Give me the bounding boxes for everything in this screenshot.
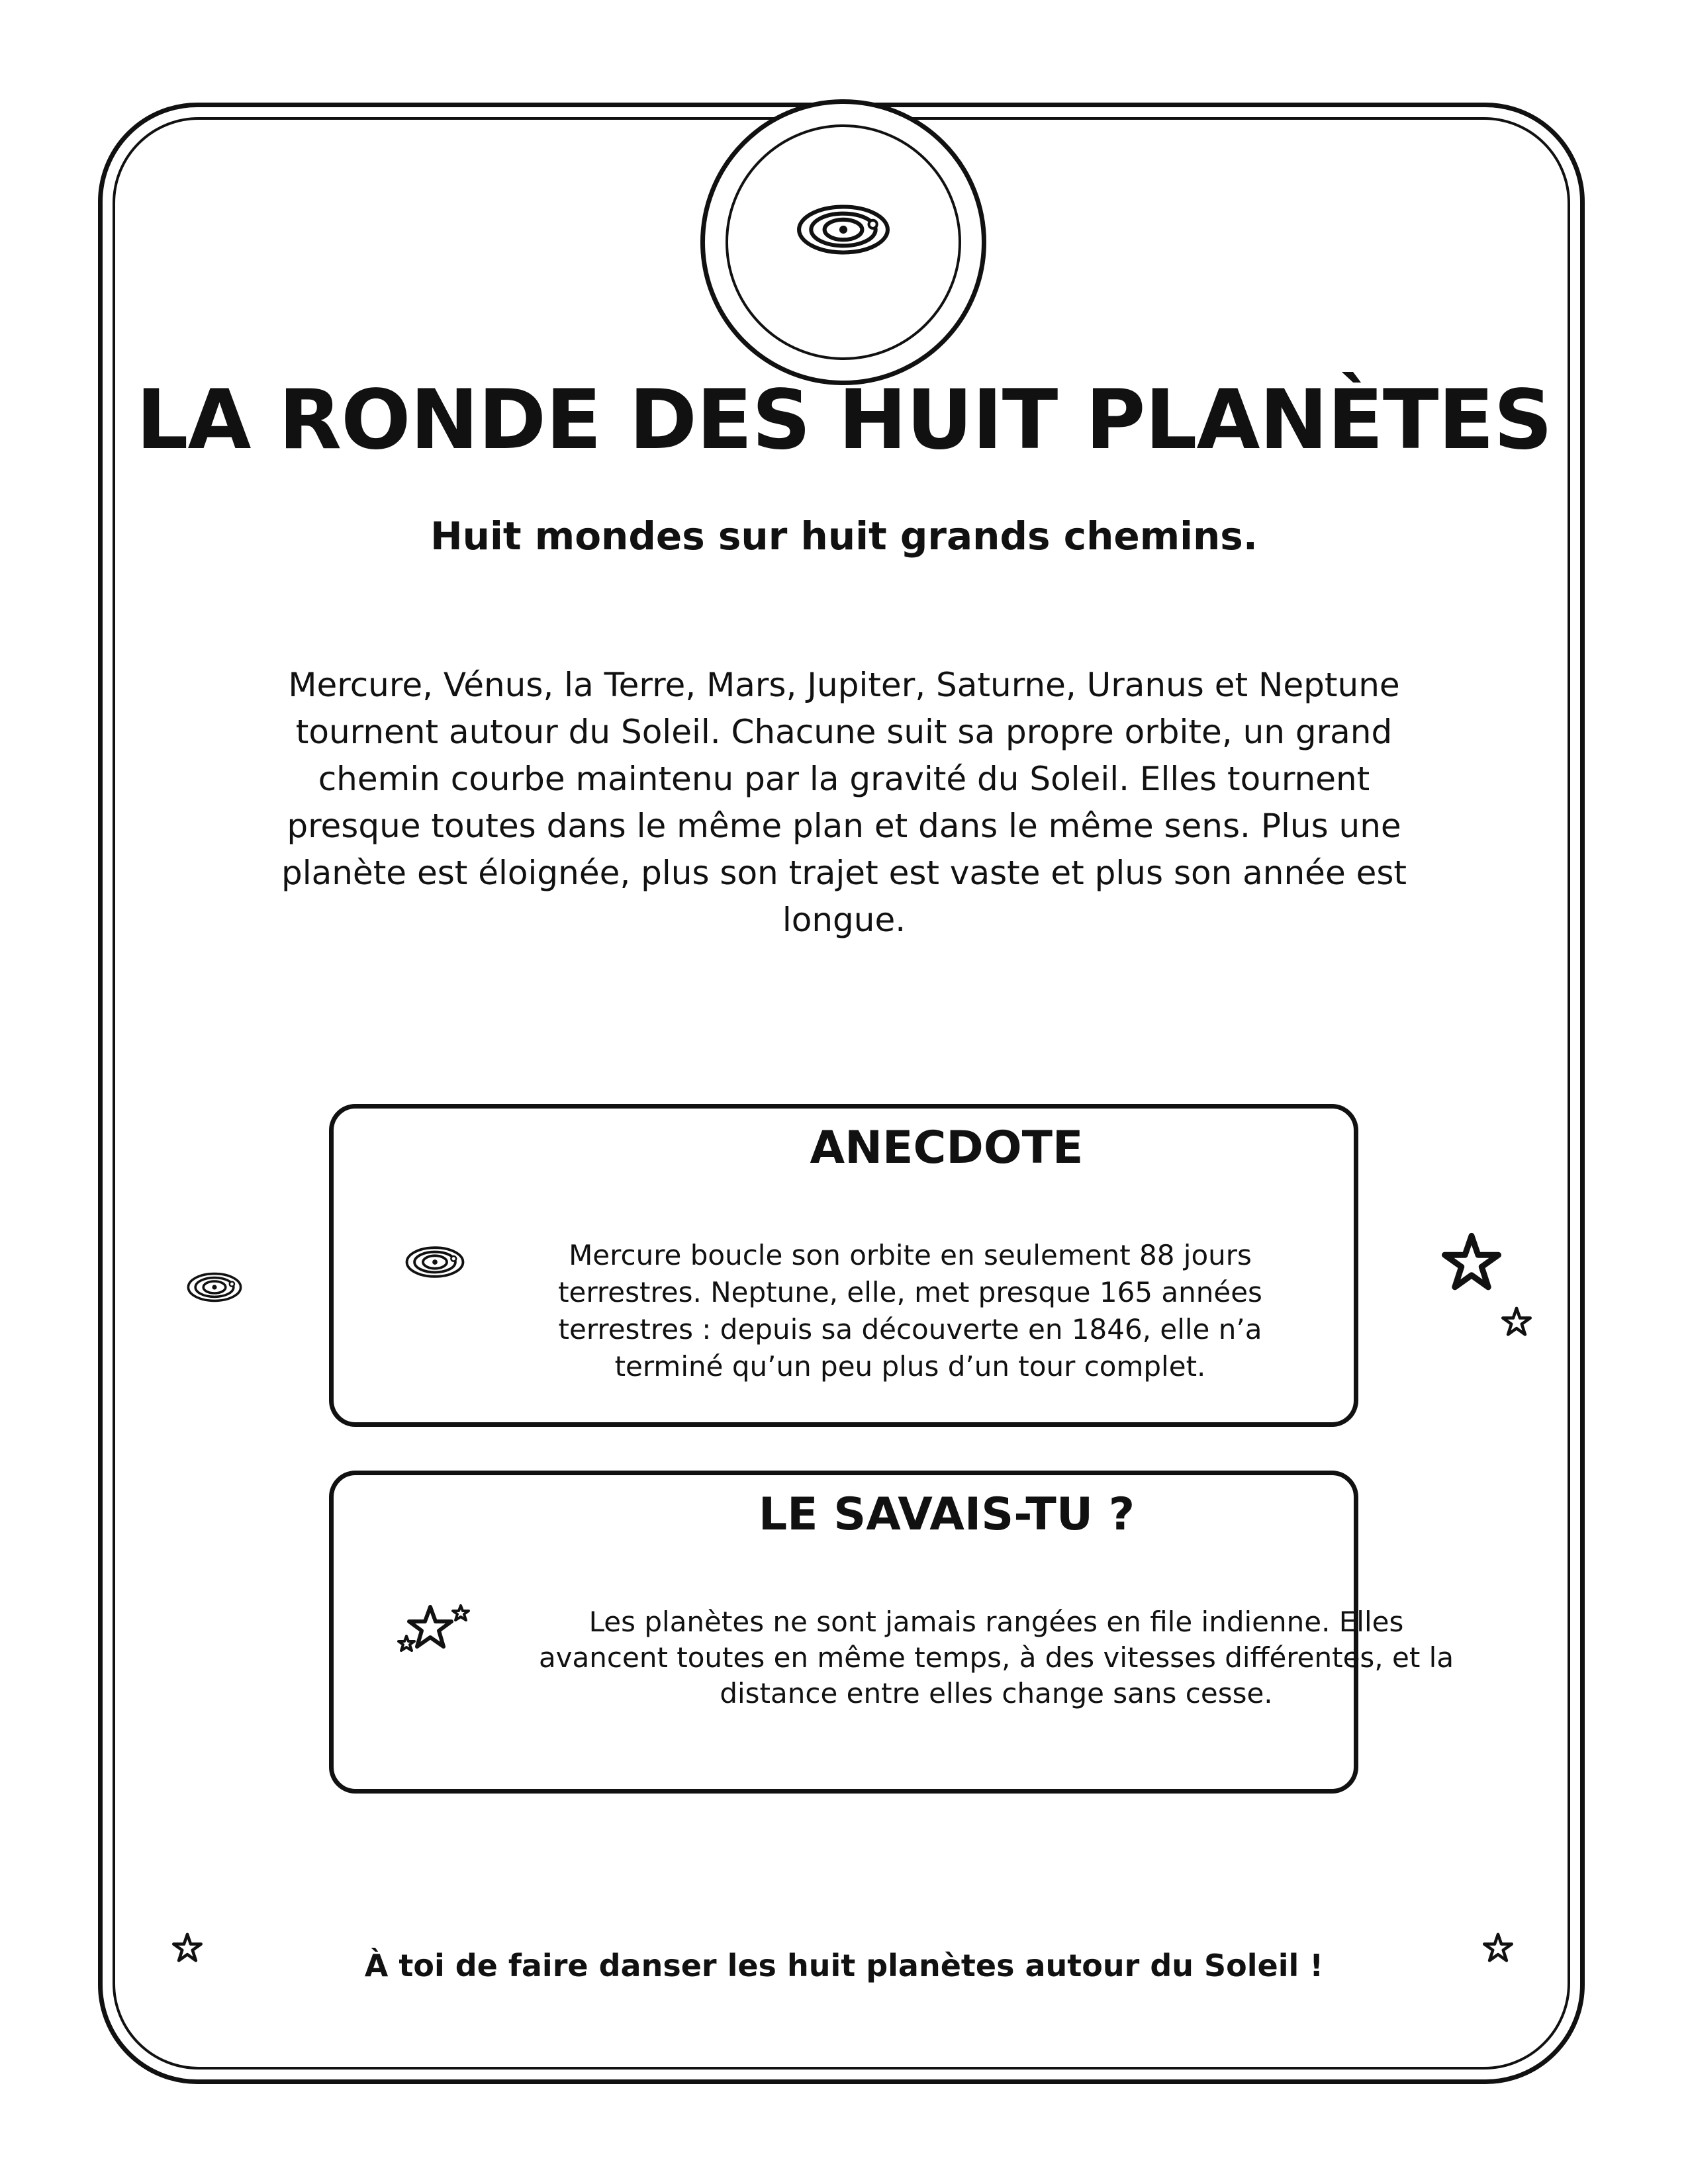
stars-icon <box>397 1602 471 1655</box>
page-title: LA RONDE DES HUIT PLANÈTES <box>136 373 1552 468</box>
intro-paragraph: Mercure, Vénus, la Terre, Mars, Jupiter, Saturne, Uranus et Neptune tournent autour du Soleil. Chacune suit sa propre orbite, un grand chemin courbe maintenu par la gravité du Soleil. Elles tournent presque toutes dans le même plan et dans le même sens. Plus une planète est éloignée, plus son trajet est vaste et plus son année est longue. <box>281 666 1407 939</box>
footer-callout: À toi de faire danser les huit planètes autour du Soleil ! <box>364 1948 1324 1983</box>
orbit-icon <box>405 1244 465 1280</box>
le-savais-tu-text: Les planètes ne sont jamais rangées en file indienne. Elles avancent toutes en même temps, à des vitesses différentes, et la distance entre elles change sans cesse. <box>538 1606 1454 1709</box>
anecdote-text: Mercure boucle son orbite en seulement 88 jours terrestres. Neptune, elle, met presque 165 années terrestres : depuis sa découverte en 1846, elle n’a terminé qu’un peu plus d’un tour complet. <box>558 1239 1262 1383</box>
orbit-icon <box>796 203 890 257</box>
star-icon <box>1501 1306 1532 1337</box>
le-savais-tu-heading: LE SAVAIS-TU ? <box>758 1488 1135 1541</box>
anecdote-heading: ANECDOTE <box>810 1122 1084 1174</box>
page-subtitle: Huit mondes sur huit grands chemins. <box>430 514 1258 559</box>
orbit-icon <box>187 1271 242 1304</box>
star-icon <box>1442 1232 1501 1292</box>
